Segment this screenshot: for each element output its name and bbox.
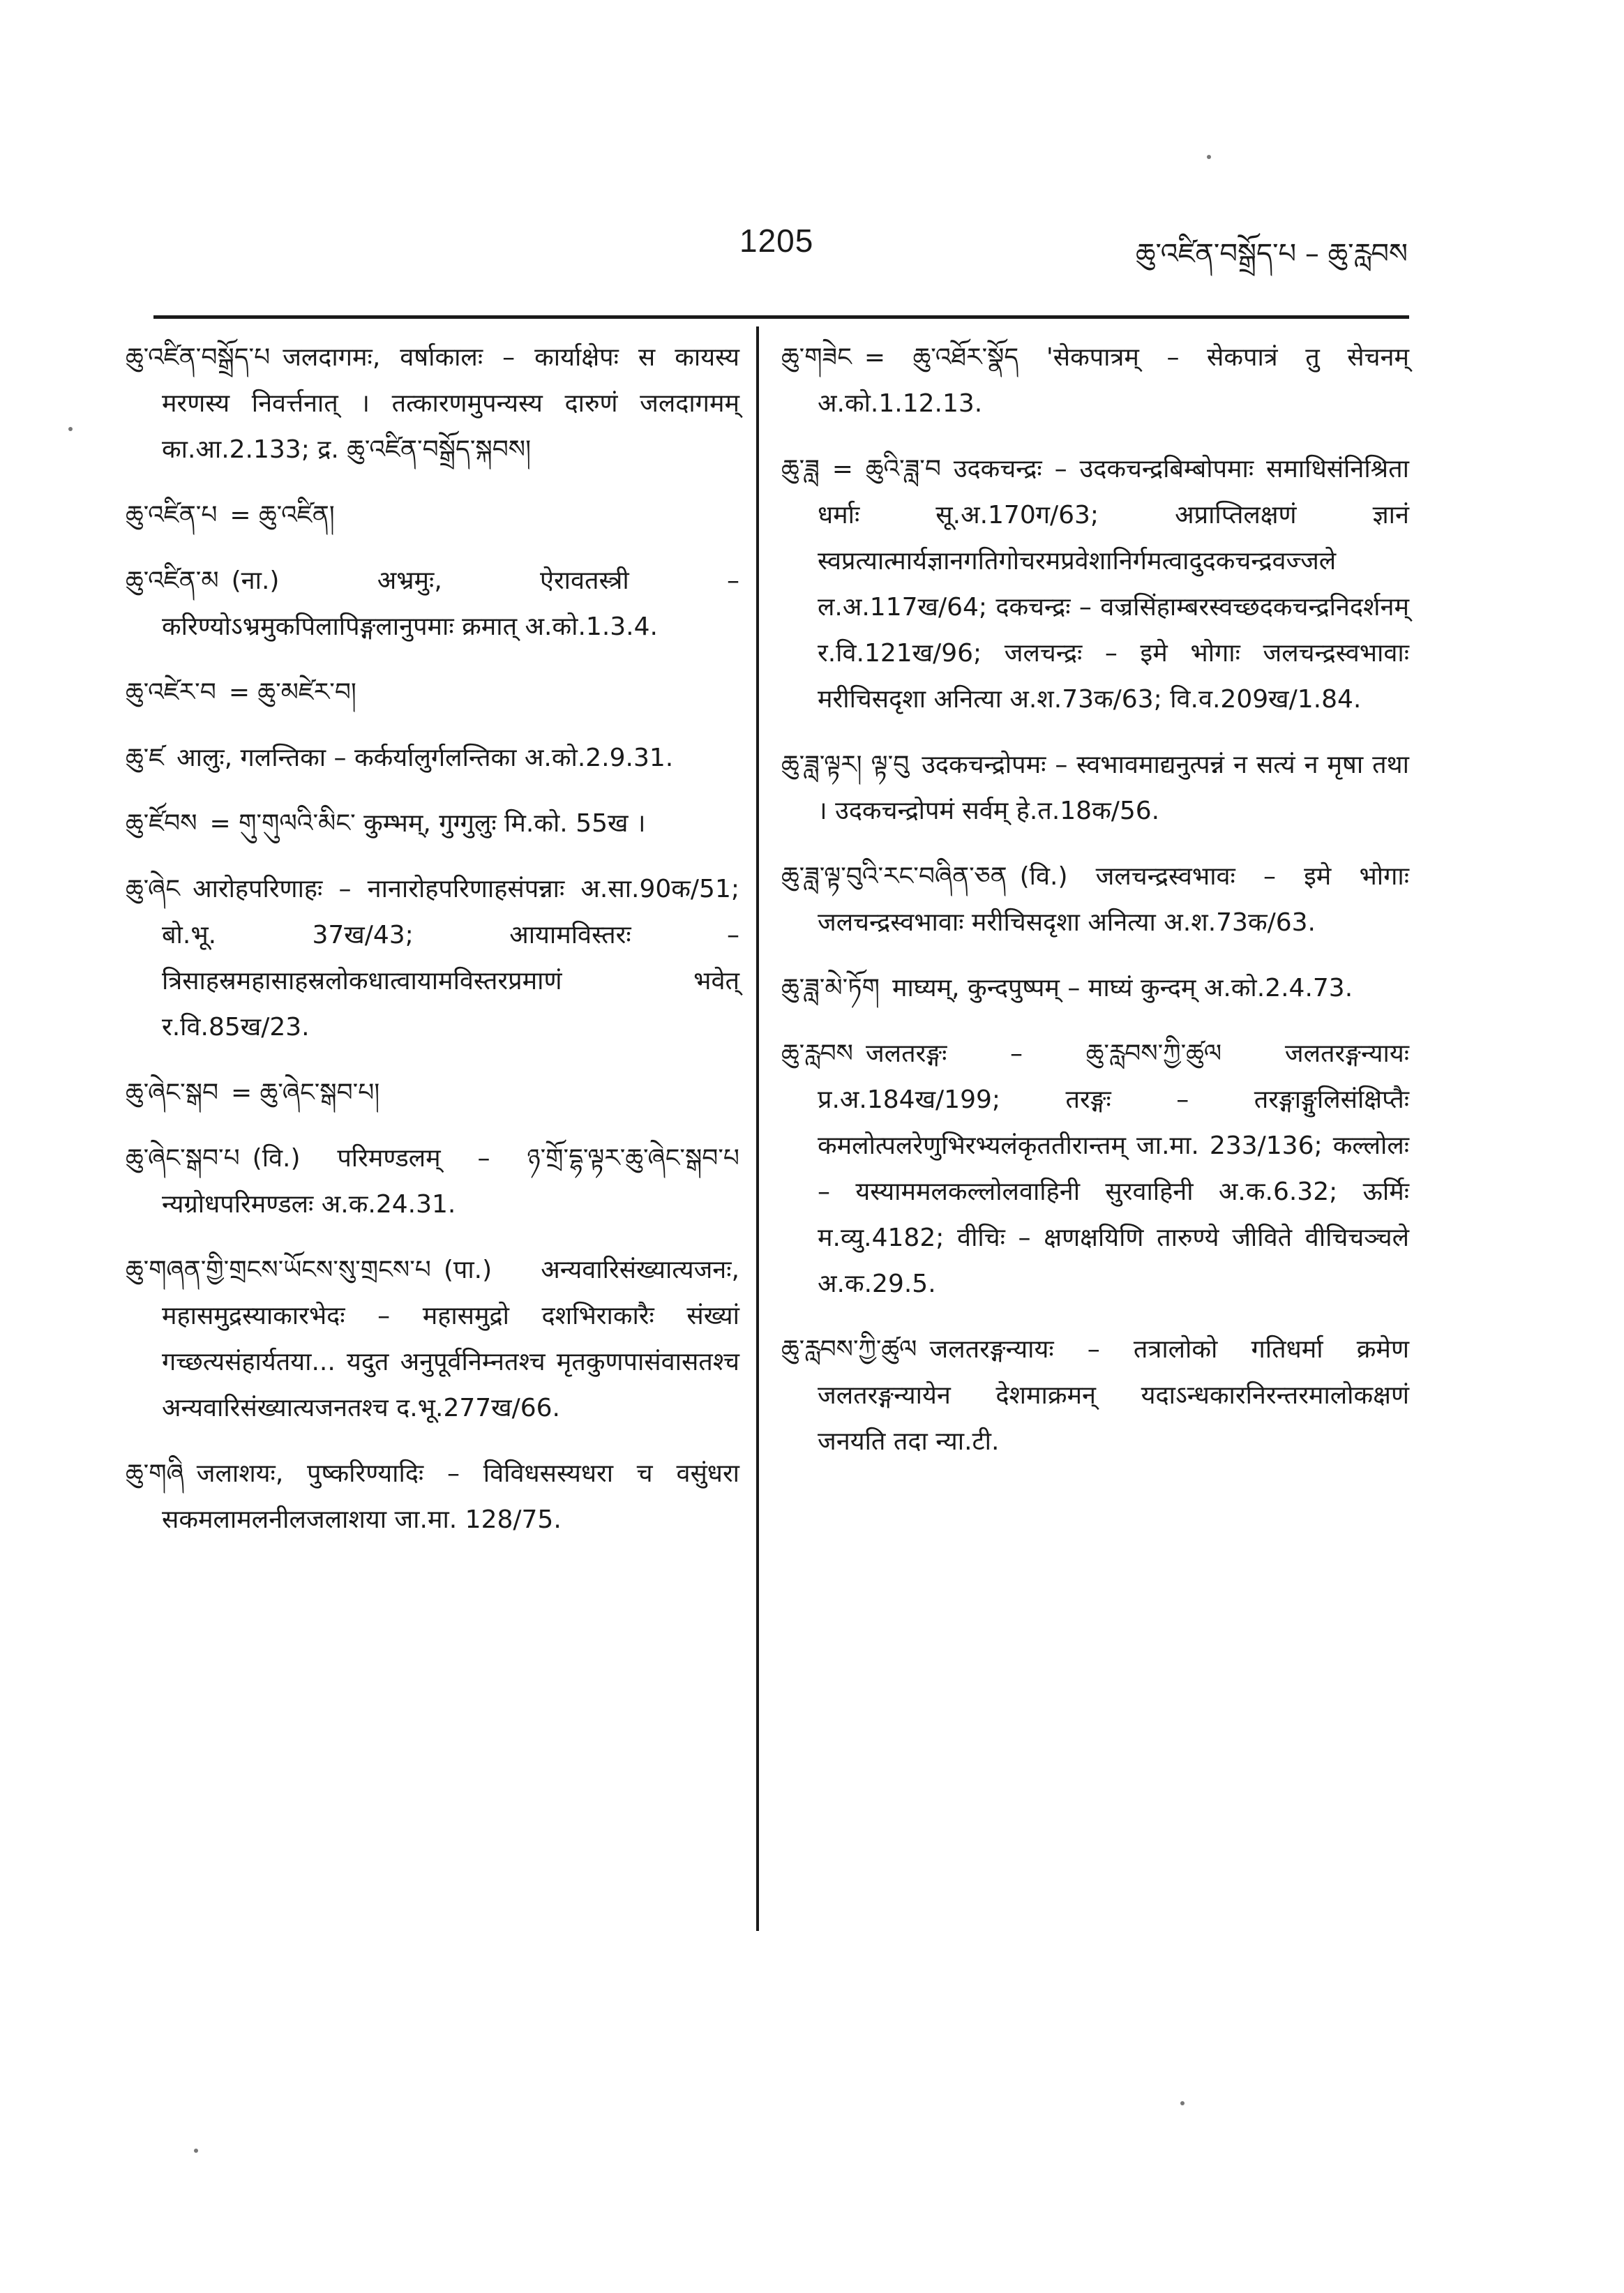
entry-text: = ཆུ་མཛེར་བ། xyxy=(228,678,356,707)
dictionary-entry xyxy=(781,446,1409,723)
headword: ཆུ་འཛིན་པ xyxy=(126,501,218,529)
dictionary-entry xyxy=(781,1327,1409,1465)
headword: ཆུ་རླབས་ཀྱི་ཚུལ xyxy=(781,1335,917,1364)
headword: ཆུ་ཛ xyxy=(126,744,165,772)
scan-speck xyxy=(194,2149,198,2153)
headword: ཆུ་ཞེང xyxy=(126,875,181,903)
headword: ཆུ་ཞེང་སྒབ xyxy=(126,1078,219,1107)
scan-speck xyxy=(1207,155,1211,159)
headword: ཆུ་གཞི xyxy=(126,1459,184,1488)
entry-text: = ཆུའི་ཟླ་བ उदकचन्द्रः – उदकचन्द्रबिम्बोपमाः समाधिसंनिश्रिता धर्माः सू.अ.170ग/63; अप्राप्तिलक्षणं ज्ञानं स्वप्रत्यात्मार्यज्ञानगतिगोचरमप्रवेशानिर्गमत्वादुदकचन्द्रवज्जले ल.अ.117ख/64; दकचन्द्रः – वज्रसिंहाम्बरस्वच्छदकचन्द्रनिदर्शनम् र.वि.121ख/96; जलचन्द्रः – इमे भोगाः जलचन्द्रस्वभावाः मरीचिसदृशा अनित्या अ.श.73क/63; वि.व.209ख/1.84. xyxy=(818,455,1409,714)
entry-text: जलाशयः, पुष्करिण्यादिः – विविधसस्यधरा च वसुंधरा सकमलामलनीलजलाशया जा.मा. 128/75. xyxy=(162,1459,739,1534)
entry-text: = གུ་གུལའི་མིང་ कुम्भम्, गुग्गुलुः मि.को. 55ख । xyxy=(209,809,646,838)
dictionary-entry xyxy=(126,1451,739,1543)
entry-text: आरोहपरिणाहः – नानारोहपरिणाहसंपन्नाः अ.सा.90क/51; बो.भू. 37ख/43; आयामविस्तरः – त्रिसाहस्रमहासाहस्रलोकधात्वायामविस्तरप्रमाणं भवेत् र.वि.85ख/23. xyxy=(162,875,739,1042)
dictionary-entry xyxy=(781,854,1409,946)
entry-text: जलतरङ्गन्यायः – तत्रालोको गतिधर्मा क्रमेण जलतरङ्गन्यायेन देशमाक्रमन् यदाऽन्धकारनिरन्तरमालोकक्षणं जनयति तदा न्या.टी. xyxy=(818,1335,1409,1456)
headword: ཆུ་འཛིན་བསྒྲོད་པ xyxy=(126,343,271,372)
right-column xyxy=(781,335,1409,1484)
dictionary-entry xyxy=(781,335,1409,427)
entry-text: माघ्यम्, कुन्दपुष्पम् – माघ्यं कुन्दम् अ.को.2.4.73. xyxy=(892,974,1353,1002)
dictionary-entry xyxy=(781,965,1409,1012)
dictionary-entry xyxy=(126,735,739,781)
headword: ཆུ་ཟླ་མེ་ཏོག xyxy=(781,974,880,1002)
entry-text: जलतरङ्गः – ཆུ་རླབས་ཀྱི་ཚུལ जलतरङ्गन्यायः प्र.अ.184ख/199; तरङ्गः – तरङ्गाङ्गुलिसंक्षिप्तैः कमलोत्पलरेणुभिरभ्यलंकृततीरान्तम् जा.मा. 233/136; कल्लोलः – यस्याममलकल्लोलवाहिनी सुरवाहिनी अ.क.6.32; ऊर्मिः म.व्यु.4182; वीचिः – क्षणक्षयिणि तारुण्ये जीविते वीचिचञ्चले अ.क.29.5. xyxy=(818,1039,1409,1298)
headword: ཆུ་ཟླ་ལྟ་བུའི་རང་བཞིན་ཅན xyxy=(781,862,1007,891)
dictionary-entry xyxy=(126,1070,739,1116)
dictionary-entry xyxy=(126,866,739,1051)
entry-text: जलदागमः, वर्षाकालः – कार्याक्षेपः स कायस्य मरणस्य निवर्त्तनात् । तत्कारणमुपन्यस्य दारुणं जलदागमम् का.आ.2.133; द्र. ཆུ་འཛིན་བསྒྲོད་སྐབས། xyxy=(162,343,739,464)
dictionary-entry xyxy=(126,1247,739,1431)
headword: ཆུ་གཟེང xyxy=(781,343,852,372)
headword: ཆུ་འཛིན་མ xyxy=(126,566,219,595)
entry-text: (वि.) जलचन्द्रस्वभावः – इमे भोगाः जलचन्द्रस्वभावाः मरीचिसदृशा अनित्या अ.श.73क/63. xyxy=(818,862,1409,937)
page-number: 1205 xyxy=(739,223,814,259)
entry-text: = ཆུ་འཛིན། xyxy=(230,501,335,529)
headword: ཆུ་ཞེང་སྒབ་པ xyxy=(126,1144,240,1173)
entry-text: = ཆུ་ཞེང་སྒབ་པ། xyxy=(231,1078,380,1107)
dictionary-entry xyxy=(126,335,739,473)
entry-text: = ཆུ་འཐོར་སྣོད 'सेकपात्रम् – सेकपात्रं तु सेचनम् अ.को.1.12.13. xyxy=(818,343,1409,418)
headword: ཆུ་ཟླ་ལྟར། ལྟ་བུ xyxy=(781,751,910,779)
headword: ཆུ་རླབས xyxy=(781,1039,853,1068)
dictionary-entry xyxy=(126,1136,739,1228)
dictionary-entry xyxy=(126,558,739,650)
dictionary-entry xyxy=(126,493,739,539)
dictionary-entry xyxy=(781,742,1409,834)
header-rule xyxy=(153,315,1409,319)
entry-text: आलुः, गलन्तिका – कर्कर्यालुर्गलन्तिका अ.को.2.9.31. xyxy=(176,744,674,772)
headword: ཆུ་འཛེར་བ xyxy=(126,678,216,707)
headword: ཆུ་གཞན་གྱི་གྲངས་ཡོངས་སུ་གྲངས་པ xyxy=(126,1256,431,1284)
entry-text: (वि.) परिमण्डलम् – ཉ་གྲོ་དྷ་ལྟར་ཆུ་ཞེང་སྒབ་པ न्यग्रोधपरिमण्डलः अ.क.24.31. xyxy=(162,1144,739,1219)
scan-speck xyxy=(1180,2101,1185,2105)
scan-speck xyxy=(68,427,73,431)
headword: ཆུ་ཟླ xyxy=(781,455,820,483)
column-divider xyxy=(756,326,759,1931)
dictionary-entry xyxy=(126,670,739,716)
entry-text: (ना.) अभ्रमुः, ऐरावतस्त्री – करिण्योऽभ्रमुकपिलापिङ्गलानुपमाः क्रमात् अ.को.1.3.4. xyxy=(162,566,739,641)
running-head: ཆུ་འཛིན་བསྒྲོད་པ – ཆུ་རླབས xyxy=(1135,238,1408,270)
dictionary-entry xyxy=(781,1031,1409,1307)
left-column xyxy=(126,335,739,1563)
entry-text: (पा.) अन्यवारिसंख्यात्यजनः, महासमुद्रस्याकारभेदः – महासमुद्रो दशभिराकारैः संख्यां गच्छत्यसंहार्यतया... यदुत अनुपूर्वनिम्नतश्च मृतकुणपासंवासतश्च अन्यवारिसंख्यात्यजनतश्च द.भू.277ख/66. xyxy=(162,1256,739,1422)
dictionary-entry xyxy=(126,801,739,847)
entry-text: उदकचन्द्रोपमः – स्वभावमाद्यनुत्पन्नं न सत्यं न मृषा तथा । उदकचन्द्रोपमं सर्वम् हे.त.18क/56. xyxy=(818,751,1409,825)
headword: ཆུ་ཛོབས xyxy=(126,809,197,838)
